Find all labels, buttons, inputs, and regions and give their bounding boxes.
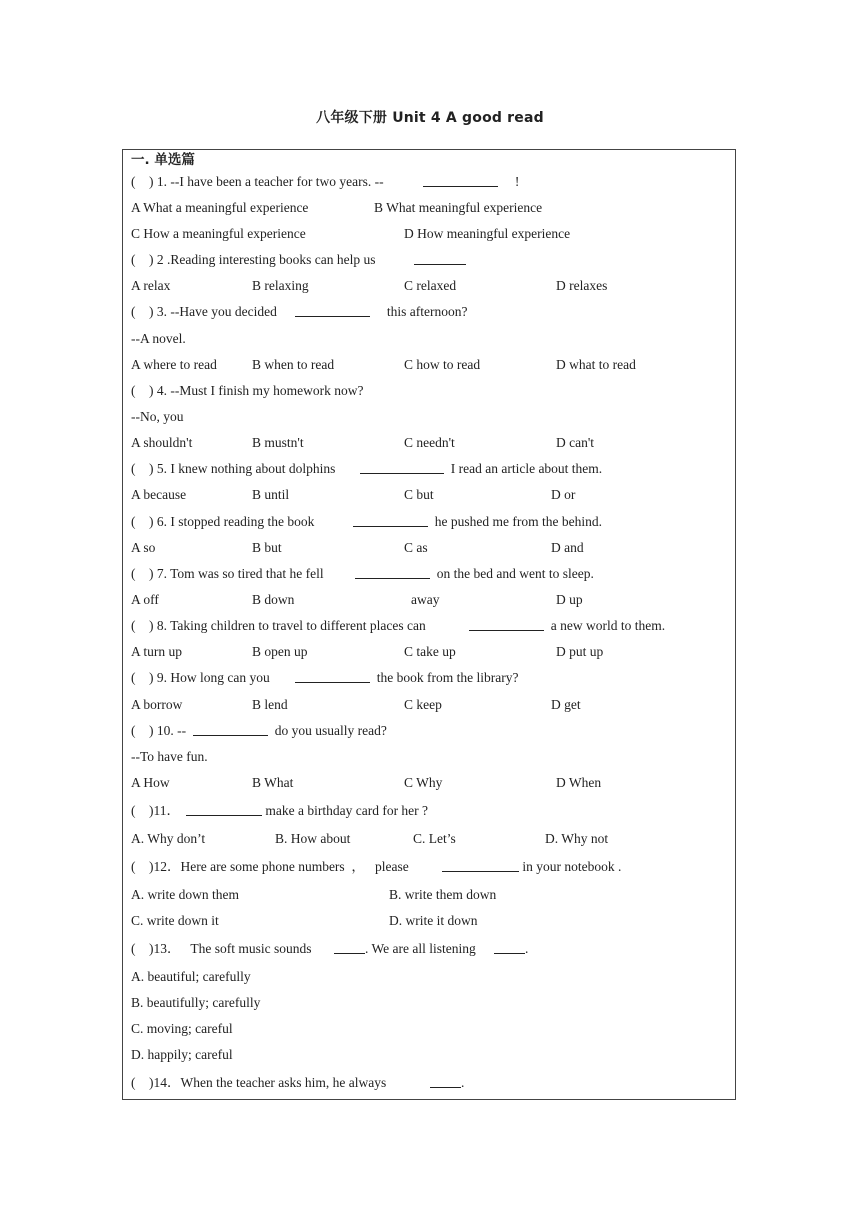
question-9-options: A borrow B lend C keep D get [131, 697, 581, 712]
question-8-options: A turn up B open up C take up D put up [131, 644, 604, 659]
answer-blank[interactable] [423, 173, 498, 187]
question-1-options: C How a meaningful experience D How meaningful experience [131, 226, 571, 241]
question-6-options: A so B but C as D and [131, 540, 584, 555]
answer-blank[interactable] [334, 940, 365, 954]
question-2-options: A relax B relaxing C relaxed D relaxes [131, 278, 608, 293]
question-10-options: A How B What C Why D When [131, 775, 602, 790]
question-4-stem: ( ) 4. --Must I finish my homework now? [131, 383, 364, 398]
question-12-stem: ( )12．Here are some phone numbers ， please in your notebook . [131, 859, 622, 874]
question-10-stem: ( ) 10. -- do you usually read? [131, 723, 387, 738]
question-13-option: A. beautiful; carefully [131, 969, 251, 984]
question-10-reply: --To have fun. [131, 749, 208, 764]
question-12-options: A. write down them B. write them down [131, 887, 497, 902]
question-11-options: A. Why don’t B. How about C. Let’s D. Why not [131, 831, 609, 846]
answer-blank[interactable] [360, 460, 444, 474]
question-11-stem: ( )11． make a birthday card for her ? [131, 803, 429, 818]
question-7-stem: ( ) 7. Tom was so tired that he fell on the bed and went to sleep. [131, 566, 594, 581]
answer-blank[interactable] [469, 617, 544, 631]
section-heading: 一. 单选篇 [131, 152, 195, 168]
question-1-options: A What a meaningful experience B What meaningful experience [131, 200, 543, 215]
question-4-options: A shouldn't B mustn't C needn't D can't [131, 435, 595, 450]
question-3-reply: --A novel. [131, 331, 186, 346]
question-7-options: A off B down away D up [131, 592, 583, 607]
answer-blank[interactable] [442, 858, 519, 872]
question-3-options: A where to read B when to read C how to read D what to read [131, 357, 636, 372]
question-12-options: C. write down it D. write it down [131, 913, 478, 928]
answer-blank[interactable] [295, 303, 370, 317]
question-3-stem: ( ) 3. --Have you decided this afternoon? [131, 304, 468, 319]
question-5-stem: ( ) 5. I knew nothing about dolphins I read an article about them. [131, 461, 603, 476]
question-6-stem: ( ) 6. I stopped reading the book he pushed me from the behind. [131, 514, 602, 529]
question-14-stem: ( )14．When the teacher asks him, he always . [131, 1075, 465, 1090]
question-1-stem: ( ) 1. --I have been a teacher for two years. -- ! [131, 174, 520, 189]
question-13-stem: ( )13． The soft music sounds . We are all listening . [131, 941, 529, 956]
answer-blank[interactable] [193, 722, 268, 736]
question-4-reply: --No, you [131, 409, 184, 424]
answer-blank[interactable] [353, 513, 428, 527]
question-13-option: D. happily; careful [131, 1047, 233, 1062]
answer-blank[interactable] [295, 669, 370, 683]
answer-blank[interactable] [430, 1074, 461, 1088]
question-box [122, 149, 736, 1100]
question-5-options: A because B until C but D or [131, 487, 576, 502]
answer-blank[interactable] [494, 940, 525, 954]
question-9-stem: ( ) 9. How long can you the book from the library? [131, 670, 519, 685]
question-8-stem: ( ) 8. Taking children to travel to different places can a new world to them. [131, 618, 666, 633]
page-title: 八年级下册 Unit 4 A good read [316, 110, 544, 126]
question-13-option: C. moving; careful [131, 1021, 233, 1036]
question-13-option: B. beautifully; carefully [131, 995, 261, 1010]
answer-blank[interactable] [414, 251, 466, 265]
answer-blank[interactable] [355, 565, 430, 579]
answer-blank[interactable] [186, 802, 262, 816]
question-2-stem: ( ) 2 .Reading interesting books can help us [131, 251, 145, 323]
